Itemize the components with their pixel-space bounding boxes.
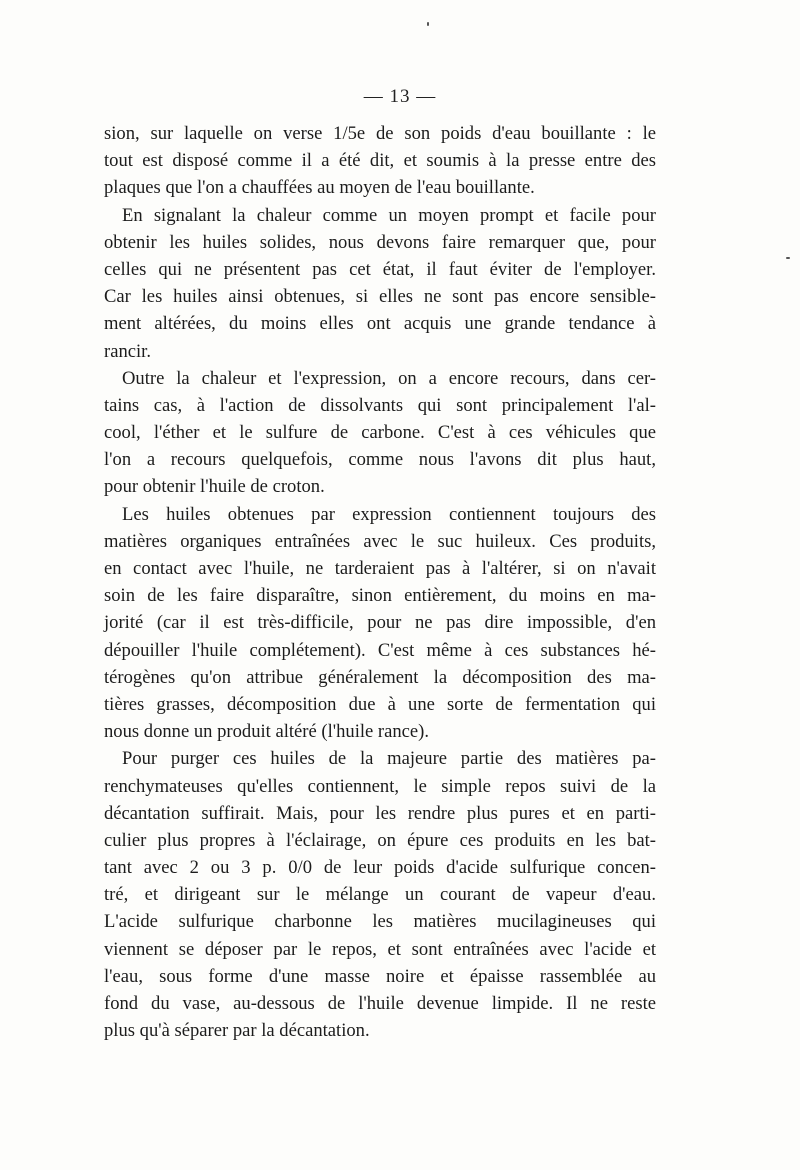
text-line: cool, l'éther et le sulfure de carbone. C'est à ces véhicules que — [104, 422, 656, 444]
text-line: rancir. — [104, 340, 151, 362]
text-line: décantation suffirait. Mais, pour les rendre plus pures et en parti- — [104, 802, 656, 824]
text-line: nous donne un produit altéré (l'huile rance). — [104, 721, 430, 743]
text-line: soin de les faire disparaître, sinon entièrement, du moins en ma- — [104, 585, 656, 607]
text-line: ment altérées, du moins elles ont acquis une grande tendance à — [104, 313, 656, 335]
text-line: Car les huiles ainsi obtenues, si elles ne sont pas encore sensible- — [104, 286, 656, 308]
text-line: Les huiles obtenues par expression contiennent toujours des — [122, 503, 656, 525]
text-line: plaques que l'on a chauffées au moyen de l'eau bouillante. — [104, 177, 535, 199]
text-line: celles qui ne présentent pas cet état, il faut éviter de l'employer. — [104, 258, 656, 280]
text-line: renchymateuses qu'elles contiennent, le simple repos suivi de la — [104, 775, 656, 797]
text-line: matières organiques entraînées avec le suc huileux. Ces produits, — [104, 530, 656, 552]
margin-speck — [786, 257, 790, 259]
text-line: Pour purger ces huiles de la majeure partie des matières pa- — [122, 748, 656, 770]
text-line: jorité (car il est très-difficile, pour ne pas dire impossible, d'en — [104, 612, 656, 634]
text-line: L'acide sulfurique charbonne les matières mucilagineuses qui — [104, 911, 656, 933]
text-line: tré, et dirigeant sur le mélange un courant de vapeur d'eau. — [104, 884, 656, 906]
text-line: sion, sur laquelle on verse 1/5e de son poids d'eau bouillante : le — [104, 123, 656, 144]
text-line: dépouiller l'huile complétement). C'est même à ces substances hé- — [104, 639, 656, 661]
text-line: En signalant la chaleur comme un moyen prompt et facile pour — [122, 204, 656, 226]
text-line: fond du vase, au-dessous de l'huile devenue limpide. Il ne reste — [104, 993, 656, 1014]
text-line: l'eau, sous forme d'une masse noire et épaisse rassemblée au — [104, 965, 656, 987]
text-line: viennent se déposer par le repos, et sont entraînées avec l'acide et — [104, 938, 656, 960]
text-line: culier plus propres à l'éclairage, on épure ces produits en les bat- — [104, 829, 656, 851]
margin-speck — [427, 22, 429, 26]
text-line: plus qu'à séparer par la décantation. — [104, 1020, 370, 1042]
text-line: obtenir les huiles solides, nous devons faire remarquer que, pour — [104, 231, 656, 253]
text-line: tout est disposé comme il a été dit, et soumis à la presse entre des — [104, 150, 656, 172]
text-line: térogènes qu'on attribue généralement la décomposition des ma- — [104, 666, 656, 688]
text-line: l'on a recours quelquefois, comme nous l'avons dit plus haut, — [104, 449, 656, 471]
text-line: en contact avec l'huile, ne tarderaient pas à l'altérer, si on n'avait — [104, 558, 656, 579]
text-line: Outre la chaleur et l'expression, on a encore recours, dans cer- — [122, 367, 656, 389]
text-line: tant avec 2 ou 3 p. 0/0 de leur poids d'acide sulfurique concen- — [104, 857, 656, 879]
body-text — [104, 120, 656, 1044]
text-line: tières grasses, décomposition due à une sorte de fermentation qui — [104, 693, 656, 715]
page-number: — 13 — — [363, 86, 437, 107]
text-line: pour obtenir l'huile de croton. — [104, 476, 325, 498]
text-line: tains cas, à l'action de dissolvants qui sont principalement l'al- — [104, 394, 656, 416]
